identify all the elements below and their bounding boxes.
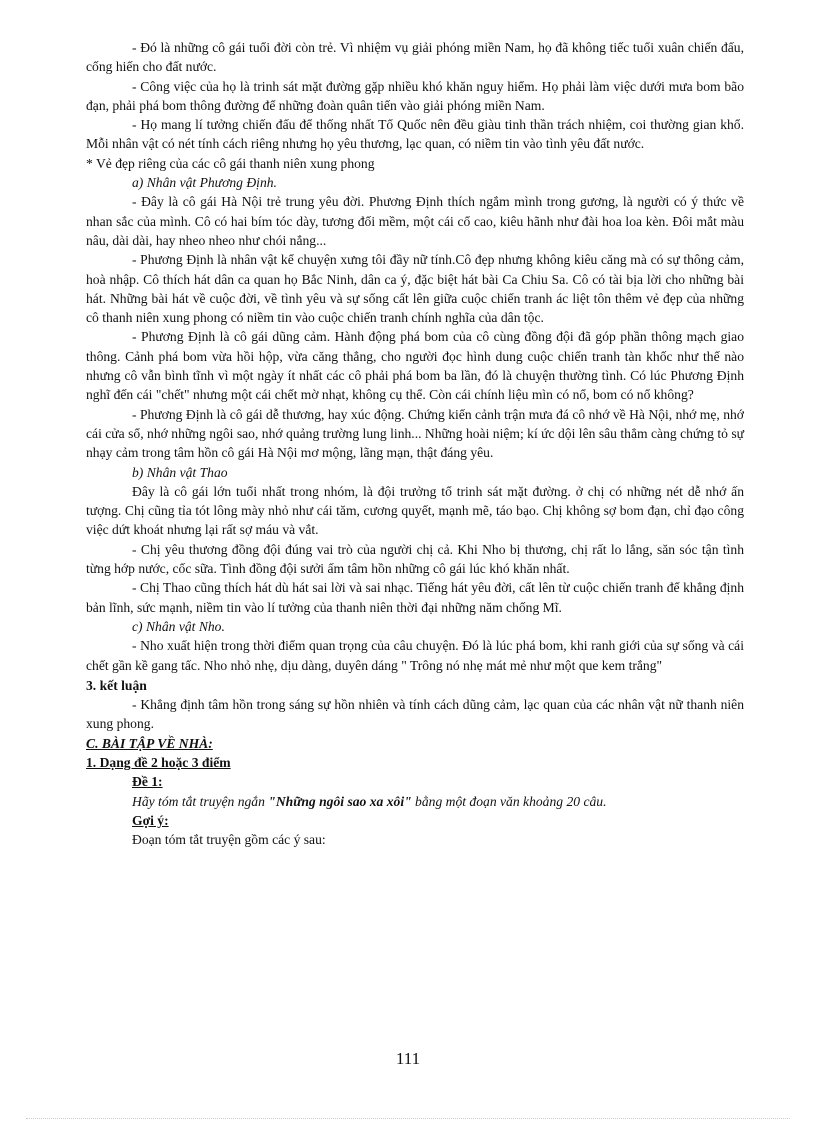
- paragraph: - Phương Định là cô gái dễ thương, hay xúc động. Chứng kiến cảnh trận mưa đá cô nhớ về Hà Nội, nhớ mẹ, nhớ cái cửa sổ, nhớ những ngôi sao, nhớ quảng trường lung linh... Những hoài niệm; kí ức dội lên sâu thẳm càng chứng tỏ sự nhạy cảm trong tâm hồn cô gái Hà Nội mơ mộng, lãng mạn, thật đáng yêu.: [86, 406, 744, 461]
- task-text: [86, 792, 744, 811]
- paragraph: - Công việc của họ là trinh sát mặt đường gặp nhiều khó khăn nguy hiểm. Họ phải làm việc dưới mưa bom bão đạn, phải phá bom thông đường để những đoàn quân tiến vào giải phóng miền Nam.: [86, 78, 744, 113]
- paragraph: - Chị yêu thương đồng đội đúng vai trò của người chị cả. Khi Nho bị thương, chị rất lo lắng, săn sóc tận tình từng hớp nước, cốc sữa. Tình đồng đội sưởi ấm tâm hồn những cô gái lúc khó khăn nhất.: [86, 541, 744, 577]
- subheading-nho: c) Nhân vật Nho.: [132, 618, 225, 634]
- subheading-thao: b) Nhân vật Thao: [132, 464, 228, 480]
- de-label: Đề 1:: [132, 774, 163, 790]
- document-body: [86, 38, 744, 849]
- page-number: 111: [395, 1049, 421, 1068]
- section-heading-beauty: * Vẻ đẹp riêng của các cô gái thanh niên xung phong: [86, 155, 375, 171]
- paragraph: - Khẳng định tâm hồn trong sáng sự hồn nhiên và tính cách dũng cảm, lạc quan của các nhân vật nữ thanh niên xung phong.: [86, 697, 744, 732]
- footer-divider: [26, 1118, 790, 1119]
- paragraph: - Phương Định là cô gái dũng cảm. Hành động phá bom của cô cùng đồng đội đã góp phần thông mạch giao thông. Cảnh phá bom vừa hồi hộp, vừa căng thẳng, cho người đọc hình dung cuộc chiến tranh tàn khốc như thế nào nhưng cô vẫn bình tĩnh vì một ngày ít nhất các cô phải phá bom ba lần, đó là chuyện thường tình. Có lúc Phương Định nghĩ đến cái "chết" nhưng một cái chết mờ nhạt, không cụ thể. Còn cái chính liệu mìn có nổ, bom có nổ không?: [86, 329, 744, 403]
- goi-y-label: Gợi ý:: [132, 812, 169, 828]
- paragraph: - Họ mang lí tưởng chiến đấu để thống nhất Tổ Quốc nên đều giàu tinh thần trách nhiệm, coi thường gian khổ. Mỗi nhân vật có nét tính cách riêng nhưng họ yêu thương, lạc quan, có niềm tin vào tình yêu đất nước.: [86, 117, 744, 152]
- paragraph: - Phương Định là nhân vật kể chuyện xưng tôi đầy nữ tính.Cô đẹp nhưng không kiêu căng mà có sự thông cảm, hoà nhập. Cô thích hát dân ca quan họ Bắc Ninh, dân ca ý, đặc biệt hát bài Ca Chiu Sa. Cô có tài bịa lời cho những bài hát. Những bài hát về cuộc đời, về tình yêu và sự sống cất lên giữa cuộc chiến tranh ác liệt tôn thêm vẻ đẹp của những cô thanh niên xung phong có niềm tin vào cuộc chiến tranh chính nghĩa của dân tộc.: [86, 252, 744, 326]
- paragraph: - Chị Thao cũng thích hát dù hát sai lời và sai nhạc. Tiếng hát yêu đời, cất lên từ cuộc chiến tranh để khẳng định bản lĩnh, sức mạnh, niềm tin vào lí tưởng của thanh niên thời đại những năm chống Mĩ.: [86, 580, 744, 615]
- task-title: "Những ngôi sao xa xôi": [268, 793, 412, 809]
- task-prefix: Hãy tóm tắt truyện ngắn: [132, 793, 269, 809]
- task-suffix: bằng một đoạn văn khoảng 20 câu.: [411, 793, 607, 809]
- homework-heading: C. BÀI TẬP VỀ NHÀ:: [86, 735, 213, 751]
- conclusion-heading: 3. kết luận: [86, 677, 147, 693]
- subheading-phuong-dinh: a) Nhân vật Phương Định.: [132, 175, 277, 191]
- type-heading: 1. Dạng đề 2 hoặc 3 điểm: [86, 754, 231, 770]
- summary-intro: Đoạn tóm tắt truyện gồm các ý sau:: [132, 832, 326, 848]
- paragraph: - Nho xuất hiện trong thời điểm quan trọng của câu chuyện. Đó là lúc phá bom, khi ranh giới của sự sống và cái chết gần kề gang tấc. Nho nhỏ nhẹ, dịu dàng, duyên dáng " Trông nó nhẹ mát mẻ như một que kem trắng": [86, 638, 744, 673]
- paragraph: - Đây là cô gái Hà Nội trẻ trung yêu đời. Phương Định thích ngắm mình trong gương, là người có ý thức về nhan sắc của mình. Cô có hai bím tóc dày, tương đối mềm, một cái cổ cao, kiêu hãnh như đài hoa loa kèn. Đôi mắt màu nâu, dài dài, hay nheo nheo như chói nắng...: [86, 194, 744, 248]
- paragraph: Đây là cô gái lớn tuổi nhất trong nhóm, là đội trưởng tổ trinh sát mặt đường. ở chị có những nét dễ nhớ ấn tượng. Chị cũng tỉa tót lông mày nhỏ như cái tăm, cương quyết, mạnh mẽ, táo bạo. Chị không sợ bom đạn, chỉ đạo công việc dứt khoát nhưng lại rất sợ máu và vắt.: [86, 483, 744, 538]
- paragraph: - Đó là những cô gái tuổi đời còn trẻ. Vì nhiệm vụ giải phóng miền Nam, họ đã không tiếc tuổi xuân chiến đấu, cống hiến cho đất nước.: [86, 40, 744, 75]
